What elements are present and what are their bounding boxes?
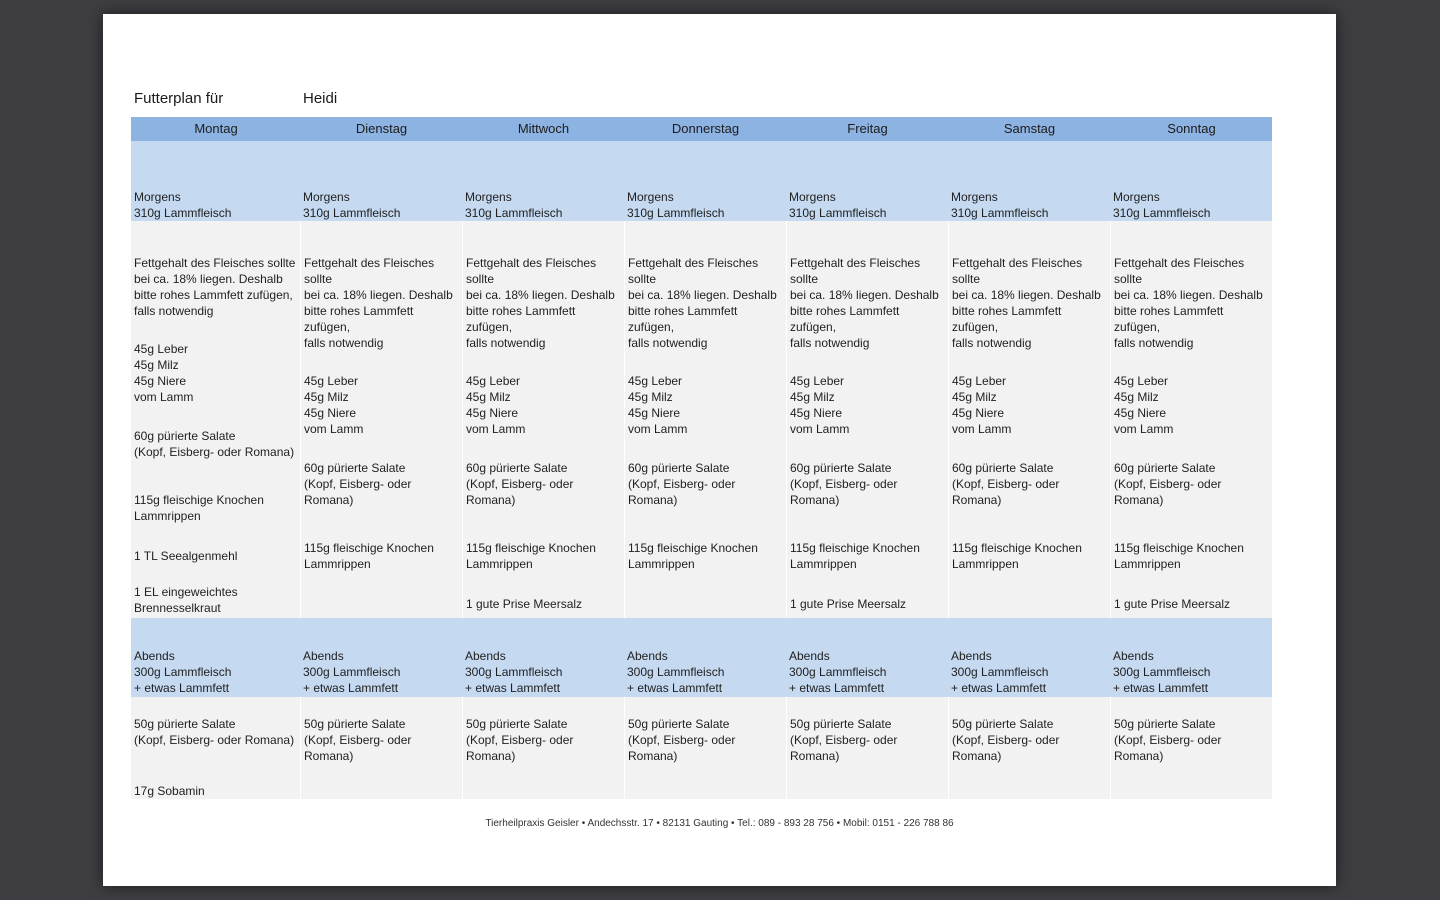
evening-details-cell xyxy=(300,697,462,799)
morning-cell xyxy=(786,141,948,221)
extra-item: 1 gute Prise Meersalz xyxy=(1114,597,1231,611)
day-header-row xyxy=(131,117,1272,141)
nettle-item: 1 EL eingeweichtes Brennesselkraut xyxy=(134,585,238,615)
document-page xyxy=(103,14,1336,886)
evening-heading: Abends xyxy=(134,649,175,663)
evening-cell xyxy=(786,618,948,697)
pet-name: Heidi xyxy=(303,90,338,107)
bones-item: 115g fleischige Knochen Lammrippen xyxy=(134,493,264,523)
organs-list: 45g Leber 45g Milz 45g Niere vom Lamm xyxy=(790,374,850,436)
morning-cell xyxy=(131,141,300,221)
morning-meat: 310g Lammfleisch xyxy=(789,206,887,220)
extra-item: 1 gute Prise Meersalz xyxy=(790,597,907,611)
morning-meat: 310g Lammfleisch xyxy=(134,206,232,220)
morning-cell xyxy=(1110,141,1272,221)
bones-item: 115g fleischige Knochen Lammrippen xyxy=(628,541,758,571)
evening-fat: + etwas Lammfett xyxy=(627,681,723,695)
evening-meat: 300g Lammfleisch xyxy=(789,665,887,679)
evening-fat: + etwas Lammfett xyxy=(134,681,230,695)
day-header-cell: Montag xyxy=(131,117,300,141)
evening-salad: 50g pürierte Salate (Kopf, Eisberg- oder Romana) xyxy=(1114,717,1222,763)
bones-item: 115g fleischige Knochen Lammrippen xyxy=(466,541,596,571)
extra-item xyxy=(304,596,460,612)
evening-cell xyxy=(948,618,1110,697)
evening-fat: + etwas Lammfett xyxy=(1113,681,1209,695)
fat-note: Fettgehalt des Fleisches sollte bei ca. 18% liegen. Deshalb bitte rohes Lammfett zufügen, falls notwendig xyxy=(952,256,1101,350)
extra-item xyxy=(952,596,1108,612)
evening-meat: 300g Lammfleisch xyxy=(465,665,563,679)
morning-heading: Morgens xyxy=(303,190,350,204)
evening-details-cell xyxy=(1110,697,1272,799)
evening-details-cell xyxy=(948,697,1110,799)
practice-footer: Tierheilpraxis Geisler • Andechsstr. 17 • 82131 Gauting • Tel.: 089 - 893 28 756 • Mobil: 0151 - 226 788 86 xyxy=(485,818,954,829)
plan-title-label: Futterplan für xyxy=(134,90,224,107)
morning-cell xyxy=(948,141,1110,221)
evening-details-row xyxy=(131,697,1272,799)
organs-list: 45g Leber 45g Milz 45g Niere vom Lamm xyxy=(134,342,194,404)
morning-salad: 60g pürierte Salate (Kopf, Eisberg- oder Romana) xyxy=(134,429,295,459)
evening-heading: Abends xyxy=(303,649,344,663)
extra-item: 1 TL Seealgenmehl xyxy=(134,549,238,563)
morning-heading: Morgens xyxy=(134,190,181,204)
morning-heading: Morgens xyxy=(951,190,998,204)
organs-list: 45g Leber 45g Milz 45g Niere vom Lamm xyxy=(304,374,364,436)
organs-list: 45g Leber 45g Milz 45g Niere vom Lamm xyxy=(466,374,526,436)
morning-row xyxy=(131,141,1272,221)
morning-heading: Morgens xyxy=(627,190,674,204)
organs-list: 45g Leber 45g Milz 45g Niere vom Lamm xyxy=(952,374,1012,436)
extra-item xyxy=(628,596,784,612)
feeding-plan-table xyxy=(131,117,1272,799)
morning-meat: 310g Lammfleisch xyxy=(1113,206,1211,220)
evening-salad: 50g pürierte Salate (Kopf, Eisberg- oder Romana) xyxy=(466,717,574,763)
morning-meat: 310g Lammfleisch xyxy=(627,206,725,220)
morning-details-cell xyxy=(1110,221,1272,618)
morning-salad: 60g pürierte Salate (Kopf, Eisberg- oder Romana) xyxy=(790,461,898,507)
morning-details-cell xyxy=(300,221,462,618)
fat-note: Fettgehalt des Fleisches sollte bei ca. 18% liegen. Deshalb bitte rohes Lammfett zufügen, falls notwendig xyxy=(1114,256,1263,350)
day-header-cell: Dienstag xyxy=(300,117,462,141)
bones-item: 115g fleischige Knochen Lammrippen xyxy=(790,541,920,571)
day-header-cell: Donnerstag xyxy=(624,117,786,141)
organs-list: 45g Leber 45g Milz 45g Niere vom Lamm xyxy=(1114,374,1174,436)
evening-heading: Abends xyxy=(951,649,992,663)
bones-item: 115g fleischige Knochen Lammrippen xyxy=(1114,541,1244,571)
morning-details-cell xyxy=(462,221,624,618)
evening-meat: 300g Lammfleisch xyxy=(627,665,725,679)
evening-cell xyxy=(624,618,786,697)
evening-salad: 50g pürierte Salate (Kopf, Eisberg- oder Romana) xyxy=(304,717,412,763)
evening-cell xyxy=(131,618,300,697)
evening-cell xyxy=(1110,618,1272,697)
evening-heading: Abends xyxy=(789,649,830,663)
day-header-cell: Samstag xyxy=(948,117,1110,141)
morning-details-cell xyxy=(786,221,948,618)
morning-meat: 310g Lammfleisch xyxy=(303,206,401,220)
morning-heading: Morgens xyxy=(1113,190,1160,204)
morning-cell xyxy=(624,141,786,221)
evening-cell xyxy=(462,618,624,697)
fat-note: Fettgehalt des Fleisches sollte bei ca. 18% liegen. Deshalb bitte rohes Lammfett zufügen, falls notwendig xyxy=(304,256,453,350)
evening-details-cell xyxy=(624,697,786,799)
evening-meat: 300g Lammfleisch xyxy=(1113,665,1211,679)
morning-details-cell xyxy=(131,221,300,618)
evening-meat: 300g Lammfleisch xyxy=(303,665,401,679)
bones-item: 115g fleischige Knochen Lammrippen xyxy=(304,541,434,571)
evening-fat: + etwas Lammfett xyxy=(303,681,399,695)
morning-cell xyxy=(462,141,624,221)
morning-details-cell xyxy=(948,221,1110,618)
evening-fat: + etwas Lammfett xyxy=(951,681,1047,695)
evening-heading: Abends xyxy=(465,649,506,663)
extra-item: 1 gute Prise Meersalz xyxy=(466,597,583,611)
bones-item: 115g fleischige Knochen Lammrippen xyxy=(952,541,1082,571)
morning-details-row xyxy=(131,221,1272,618)
organs-list: 45g Leber 45g Milz 45g Niere vom Lamm xyxy=(628,374,688,436)
morning-salad: 60g pürierte Salate (Kopf, Eisberg- oder Romana) xyxy=(952,461,1060,507)
evening-salad: 50g pürierte Salate (Kopf, Eisberg- oder Romana) xyxy=(134,717,295,747)
evening-salad: 50g pürierte Salate (Kopf, Eisberg- oder Romana) xyxy=(790,717,898,763)
day-header-cell: Freitag xyxy=(786,117,948,141)
evening-details-cell xyxy=(462,697,624,799)
evening-meat: 300g Lammfleisch xyxy=(134,665,232,679)
morning-heading: Morgens xyxy=(465,190,512,204)
supplement-item: 17g Sobamin xyxy=(134,784,205,798)
fat-note: Fettgehalt des Fleisches sollte bei ca. 18% liegen. Deshalb bitte rohes Lammfett zufügen, falls notwendig xyxy=(628,256,777,350)
evening-heading: Abends xyxy=(1113,649,1154,663)
evening-details-cell xyxy=(786,697,948,799)
evening-row xyxy=(131,618,1272,697)
evening-fat: + etwas Lammfett xyxy=(789,681,885,695)
morning-meat: 310g Lammfleisch xyxy=(465,206,563,220)
evening-salad: 50g pürierte Salate (Kopf, Eisberg- oder Romana) xyxy=(952,717,1060,763)
fat-note: Fettgehalt des Fleisches sollte bei ca. 18% liegen. Deshalb bitte rohes Lammfett zufügen, falls notwendig xyxy=(134,256,296,318)
morning-salad: 60g pürierte Salate (Kopf, Eisberg- oder Romana) xyxy=(304,461,412,507)
morning-details-cell xyxy=(624,221,786,618)
morning-meat: 310g Lammfleisch xyxy=(951,206,1049,220)
evening-fat: + etwas Lammfett xyxy=(465,681,561,695)
fat-note: Fettgehalt des Fleisches sollte bei ca. 18% liegen. Deshalb bitte rohes Lammfett zufügen, falls notwendig xyxy=(466,256,615,350)
morning-cell xyxy=(300,141,462,221)
morning-salad: 60g pürierte Salate (Kopf, Eisberg- oder Romana) xyxy=(628,461,736,507)
evening-cell xyxy=(300,618,462,697)
fat-note: Fettgehalt des Fleisches sollte bei ca. 18% liegen. Deshalb bitte rohes Lammfett zufügen, falls notwendig xyxy=(790,256,939,350)
day-header-cell: Mittwoch xyxy=(462,117,624,141)
morning-salad: 60g pürierte Salate (Kopf, Eisberg- oder Romana) xyxy=(1114,461,1222,507)
day-header-cell: Sonntag xyxy=(1110,117,1272,141)
morning-salad: 60g pürierte Salate (Kopf, Eisberg- oder Romana) xyxy=(466,461,574,507)
evening-meat: 300g Lammfleisch xyxy=(951,665,1049,679)
evening-heading: Abends xyxy=(627,649,668,663)
evening-salad: 50g pürierte Salate (Kopf, Eisberg- oder Romana) xyxy=(628,717,736,763)
evening-details-cell xyxy=(131,697,300,799)
morning-heading: Morgens xyxy=(789,190,836,204)
